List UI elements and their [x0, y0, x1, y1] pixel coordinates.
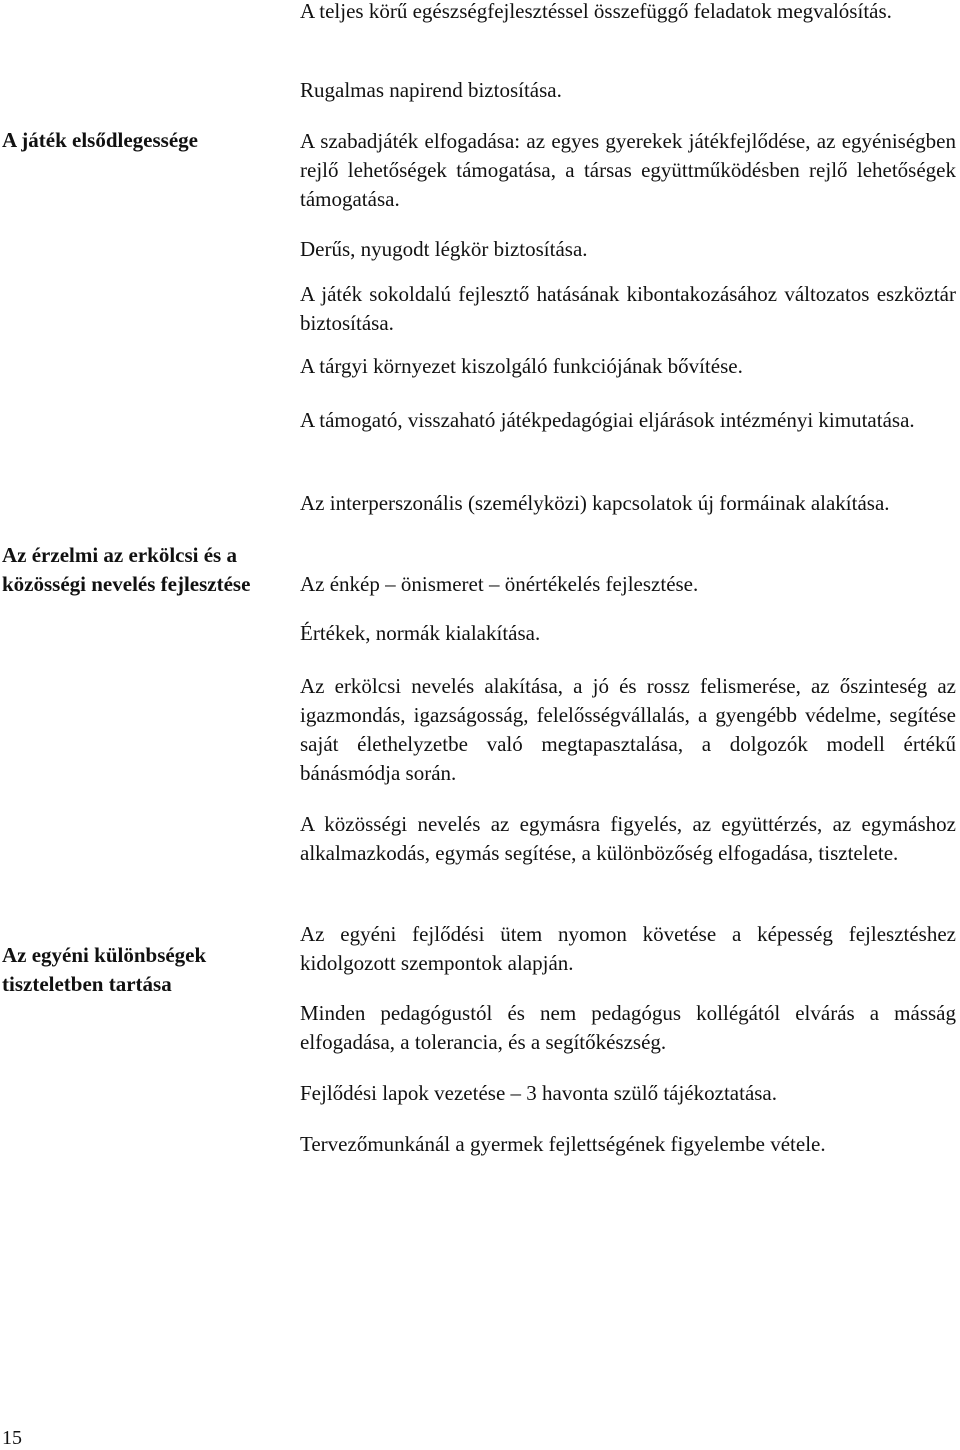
- paragraph-acceptance: Minden pedagógustól és nem pedagógus kollégától elvárás a másság elfogadása, a tolerancia, és a segítőkészség.: [300, 1001, 956, 1054]
- paragraph-health-development: A teljes körű egészségfejlesztéssel összefüggő feladatok megvalósítás.: [300, 0, 892, 23]
- paragraph-varied-toolkit: A játék sokoldalú fejlesztő hatásának kibontakozásához változatos eszköztár biztosítása.: [300, 282, 956, 335]
- section-label-emotional-moral-community: Az érzelmi az erkölcsi és a közösségi nevelés fejlesztése: [2, 543, 251, 596]
- paragraph-free-play: A szabadjáték elfogadása: az egyes gyerekek játékfejlődése, az egyéniségben rejlő lehetőségek támogatása, a társas együttműködésben rejlő lehetőségek támogatása.: [300, 129, 956, 211]
- paragraph-play-pedagogy: A támogató, visszaható játékpedagógiai eljárások intézményi kimutatása.: [300, 408, 915, 432]
- paragraph-moral-education: Az erkölcsi nevelés alakítása, a jó és rossz felismerése, az őszinteség az igazmondás, igazságosság, felelősségvállalás, a gyengébb védelme, segítése saját élethelyzetbe való megtapasztalása, a dolgozók modell értékű bánásmódja során.: [300, 674, 956, 785]
- paragraph-planning: Tervezőmunkánál a gyermek fejlettségének figyelembe vétele.: [300, 1132, 826, 1156]
- paragraph-self-image: Az énkép – önismeret – önértékelés fejlesztése.: [300, 572, 699, 596]
- section-label-play-primacy: A játék elsődlegessége: [2, 128, 198, 152]
- paragraph-community-education: A közösségi nevelés az egymásra figyelés, az együttérzés, az egymáshoz alkalmazkodás, egymás segítése, a különbözőség elfogadása, tisztelete.: [300, 812, 956, 865]
- section-label-individual-differences: Az egyéni különbségek tiszteletben tartása: [2, 943, 207, 996]
- paragraph-calm-atmosphere: Derűs, nyugodt légkör biztosítása.: [300, 237, 588, 261]
- paragraph-development-sheets: Fejlődési lapok vezetése – 3 havonta szülő tájékoztatása.: [300, 1081, 778, 1105]
- paragraph-physical-environment: A tárgyi környezet kiszolgáló funkciójának bővítése.: [300, 354, 743, 378]
- paragraph-individual-progress: Az egyéni fejlődési ütem nyomon követése a képesség fejlesztéshez kidolgozott szempontok alapján.: [300, 922, 956, 975]
- page-number: 15: [2, 1427, 22, 1449]
- paragraph-interpersonal-relations: Az interperszonális (személyközi) kapcsolatok új formáinak alakítása.: [300, 491, 890, 515]
- paragraph-flexible-schedule: Rugalmas napirend biztosítása.: [300, 78, 562, 102]
- paragraph-values-norms: Értékek, normák kialakítása.: [300, 621, 541, 645]
